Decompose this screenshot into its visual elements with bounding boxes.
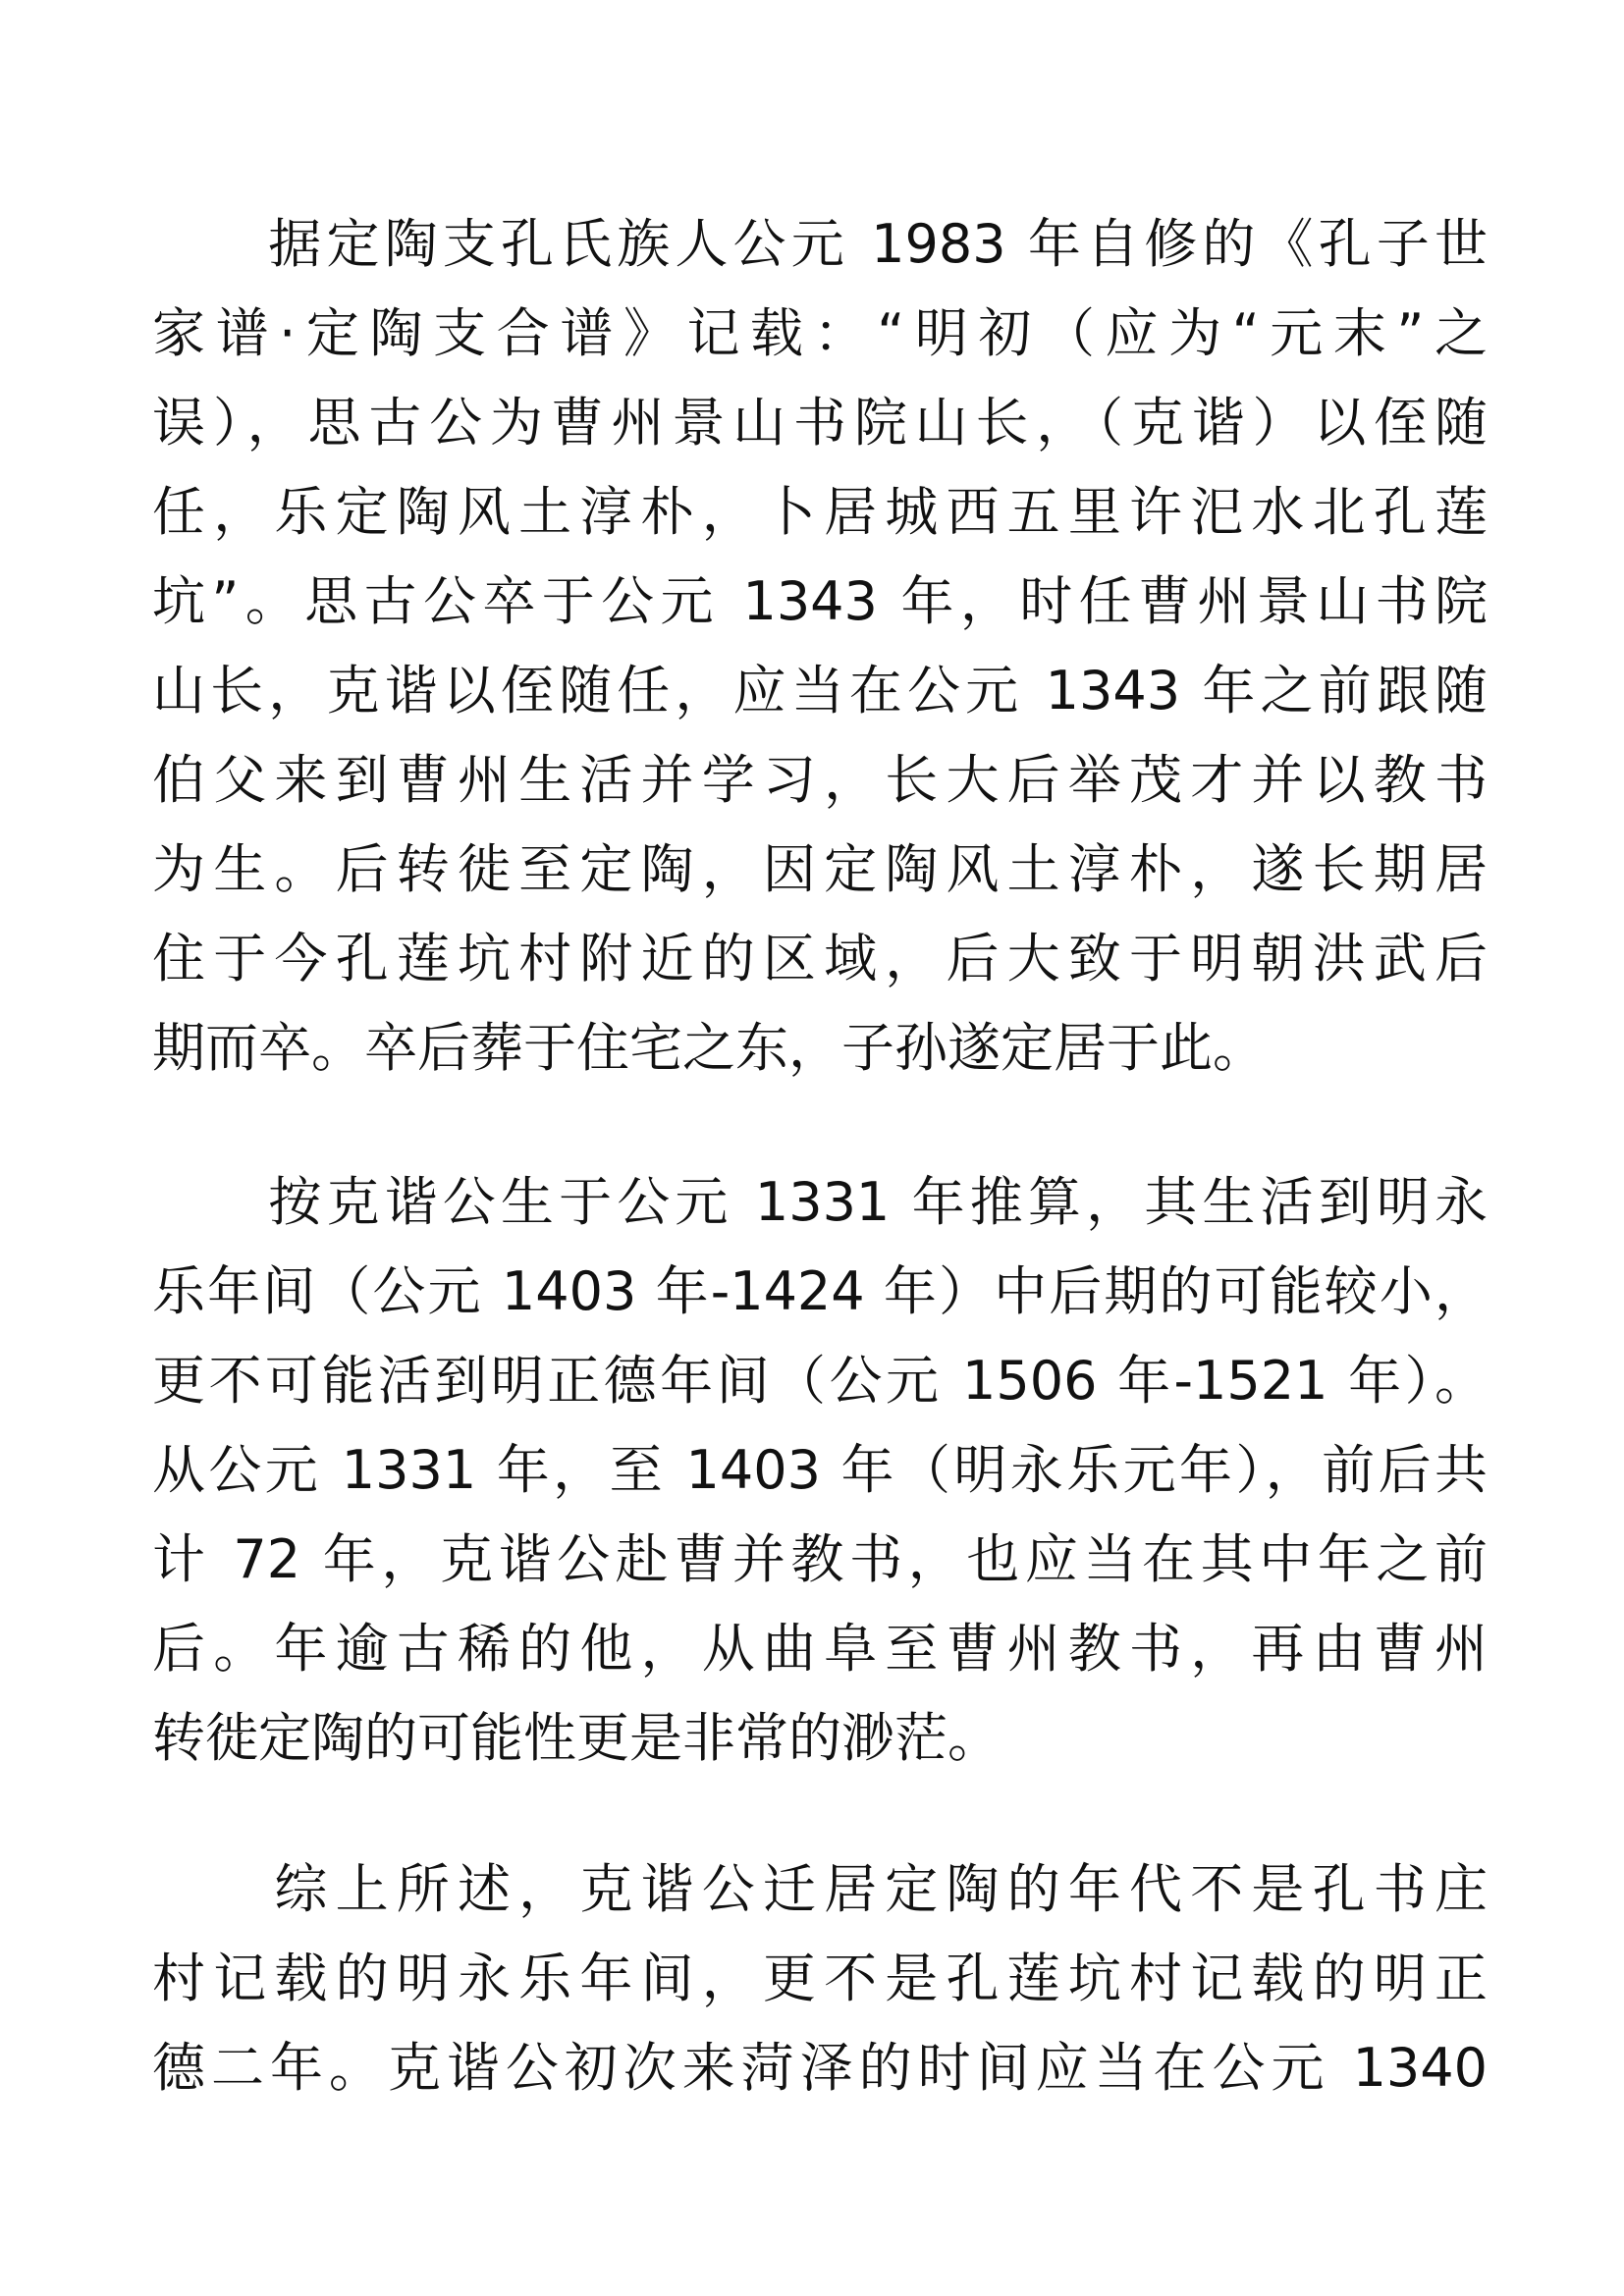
text-line: 村记载的明永乐年间，更不是孔莲坑村记载的明正 (152, 1948, 1488, 2009)
text-line: 住于今孔莲坑村附近的区域，后大致于明朝洪武后 (152, 928, 1488, 989)
text-line: 按克谐公生于公元 1331 年推算，其生活到明永 (152, 1171, 1488, 1233)
text-line: 伯父来到曹州生活并学习，长大后举茂才并以教书 (152, 749, 1488, 811)
text-line: 误），思古公为曹州景山书院山长，（克谐）以侄随 (152, 392, 1488, 454)
text-line: 德二年。克谐公初次来菏泽的时间应当在公元 1340 (152, 2037, 1488, 2099)
text-line: 转徙定陶的可能性更是非常的渺茫。 (152, 1707, 1001, 1769)
text-line: 计 72 年，克谐公赴曹并教书，也应当在其中年之前 (152, 1528, 1488, 1590)
text-line: 期而卒。卒后葬于住宅之东，子孙遂定居于此。 (152, 1017, 1266, 1079)
text-line: 乐年间（公元 1403 年-1424 年）中后期的可能较小， (152, 1260, 1488, 1322)
text-line: 后。年逾古稀的他，从曲阜至曹州教书，再由曹州 (152, 1618, 1488, 1680)
text-line: 从公元 1331 年，至 1403 年（明永乐元年），前后共 (152, 1439, 1488, 1501)
text-line: 山长，克谐以侄随任，应当在公元 1343 年之前跟随 (152, 660, 1488, 721)
text-line: 更不可能活到明正德年间（公元 1506 年-1521 年）。 (152, 1350, 1488, 1412)
paragraph-3 (152, 1844, 1488, 2112)
text-line: 据定陶支孔氏族人公元 1983 年自修的《孔子世 (152, 213, 1488, 275)
paragraph-1 (152, 199, 1488, 1093)
text-line: 坑”。思古公卒于公元 1343 年，时任曹州景山书院 (152, 570, 1488, 632)
text-line: 综上所述，克谐公迁居定陶的年代不是孔书庄 (152, 1858, 1488, 1920)
text-line: 为生。后转徙至定陶，因定陶风土淳朴，遂长期居 (152, 838, 1488, 900)
text-line: 家谱·定陶支合谱》记载：“明初（应为“元末”之 (152, 302, 1488, 364)
text-line: 任，乐定陶风土淳朴，卜居城西五里许汜水北孔莲 (152, 481, 1488, 543)
paragraph-2 (152, 1157, 1488, 1783)
